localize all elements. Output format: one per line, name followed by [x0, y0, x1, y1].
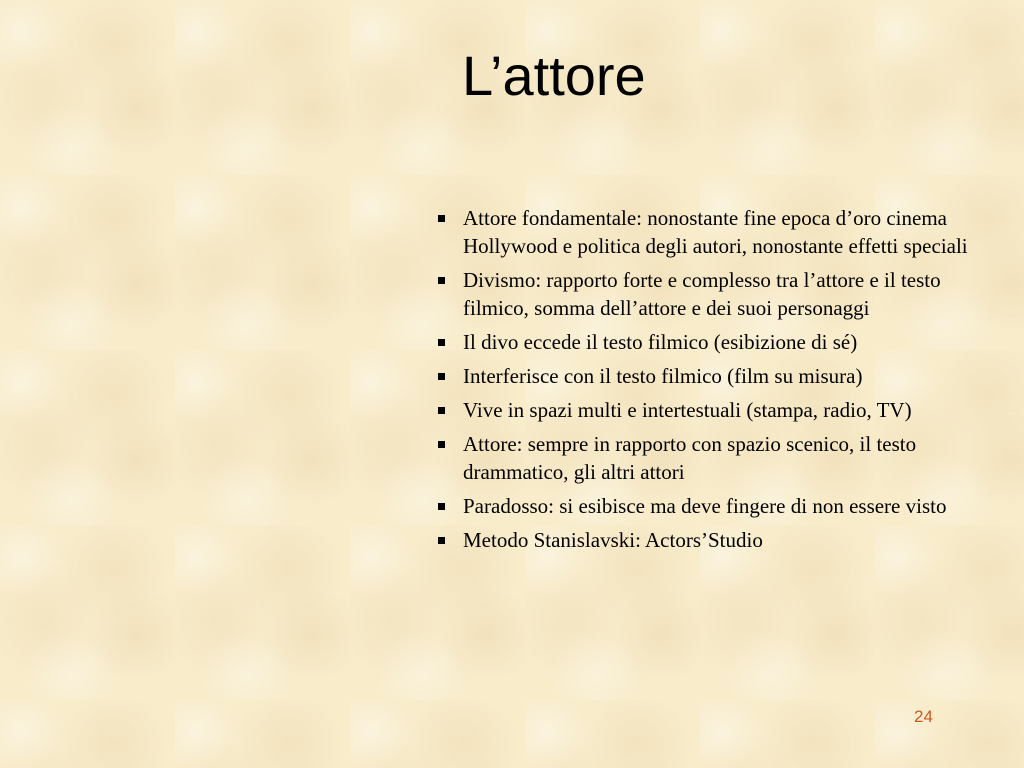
- list-item: [438, 266, 1004, 322]
- bullet-text: Interferisce con il testo filmico (film su misura): [463, 364, 863, 388]
- bullet-text: Vive in spazi multi e intertestuali (stampa, radio, TV): [463, 398, 912, 422]
- square-bullet-icon: [438, 441, 445, 448]
- page-number: 24: [914, 707, 933, 726]
- square-bullet-icon: [438, 503, 445, 510]
- list-item: [438, 526, 1004, 554]
- list-item: [438, 396, 1004, 424]
- slide-title: L’attore: [462, 44, 646, 107]
- list-item: [438, 492, 1004, 520]
- list-item: [438, 328, 1004, 356]
- square-bullet-icon: [438, 339, 445, 346]
- list-item: [438, 204, 1004, 260]
- square-bullet-icon: [438, 407, 445, 414]
- list-item: [438, 430, 1004, 486]
- bullet-text: Metodo Stanislavski: Actors’Studio: [463, 528, 763, 552]
- square-bullet-icon: [438, 277, 445, 284]
- bullet-text: Attore fondamentale: nonostante fine epoca d’oro cinema Hollywood e politica degli autori, nonostante effetti speciali: [463, 206, 968, 258]
- square-bullet-icon: [438, 537, 445, 544]
- bullet-text: Attore: sempre in rapporto con spazio scenico, il testo drammatico, gli altri attori: [463, 432, 917, 484]
- bullet-text: Divismo: rapporto forte e complesso tra l’attore e il testo filmico, somma dell’attore e dei suoi personaggi: [463, 268, 941, 320]
- bullet-text: Paradosso: si esibisce ma deve fingere di non essere visto: [463, 494, 947, 518]
- bullet-list: [438, 204, 1004, 560]
- list-item: [438, 362, 1004, 390]
- square-bullet-icon: [438, 215, 445, 222]
- square-bullet-icon: [438, 373, 445, 380]
- bullet-text: Il divo eccede il testo filmico (esibizione di sé): [463, 330, 858, 354]
